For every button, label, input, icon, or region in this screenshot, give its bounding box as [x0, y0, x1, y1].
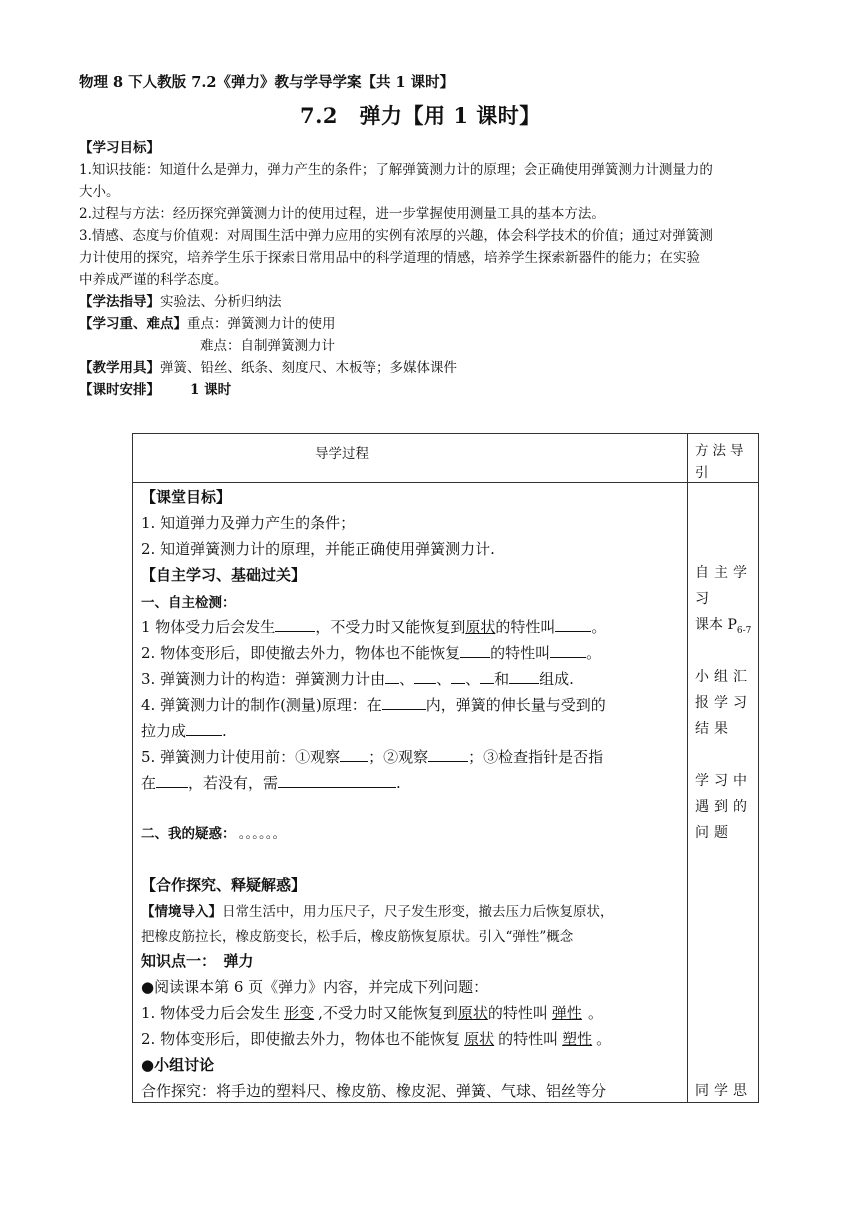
study-process-table [132, 433, 759, 1103]
a1-text-c: ,不受力时又能恢复到 [318, 1004, 458, 1022]
question-5-line-2 [141, 772, 401, 793]
objective-3-line-2: 力计使用的探究，培养学生乐于探索日常用品中的科学道理的情感，培养学生探索新器件的能力；在实验 [79, 250, 700, 266]
objective-3-line-1: 3.情感、态度与价值观：对周围生活中弹力应用的实例有浓厚的兴趣，体会科学技术的价值；通过对弹簧测 [79, 228, 713, 244]
q4-text-b: 内，弹簧的伸长量与受到的 [425, 696, 606, 714]
q2-blank-1[interactable] [460, 643, 490, 658]
objective-3-line-3: 中养成严谨的科学态度。 [79, 272, 228, 288]
question-2 [141, 642, 601, 663]
q3-blank-3[interactable] [451, 669, 465, 684]
a2-text-c: 的特性叫 [498, 1030, 559, 1048]
goal-2: 2. 知道弹簧测力计的原理，并能正确使用弹簧测力计. [141, 540, 495, 558]
q1-text-b: ，不受力时又能恢复到 [315, 618, 466, 636]
q4-blank-2[interactable] [186, 721, 222, 736]
self-check-label: 一、自主检测： [141, 595, 236, 611]
a2-text-a: 2. 物体变形后，即使撤去外力，物体也不能恢复 [141, 1030, 461, 1048]
intro-label: 【情境导入】 [141, 904, 222, 920]
q3-blank-4[interactable] [480, 669, 494, 684]
page-title: 7.2 弹力【用 1 课时】 [300, 103, 541, 128]
q4-text-a: 4. 弹簧测力计的制作(测量)原理：在 [141, 696, 382, 714]
a1-answer-deformation: 形变 [284, 1004, 315, 1022]
q5-text-b: ；②观察 [368, 748, 429, 766]
q1-blank-1[interactable] [275, 617, 315, 632]
q5-text-c: ；③检查指针是否指 [468, 748, 604, 766]
objective-1-line-2: 大小。 [79, 184, 120, 200]
side-textbook-ref [695, 612, 755, 644]
question-4-line-2 [141, 720, 227, 741]
group-discussion-label: ●小组讨论 [141, 1056, 215, 1074]
side-textbook-label: 课本 P [695, 617, 737, 633]
q3-text-a: 3. 弹簧测力计的构造：弹簧测力计由 [141, 670, 386, 688]
q5-text-d: 在 [141, 774, 157, 792]
doubts-label: 二、我的疑惑： [141, 826, 229, 842]
objectives-label: 【学习目标】 [79, 140, 160, 156]
key-points-label: 【学习重、难点】 [79, 316, 187, 332]
answer-1 [141, 1002, 603, 1023]
q3-sep-3: 、 [465, 670, 481, 688]
a1-answer-elasticity: 弹性 [551, 1004, 582, 1022]
q5-text-f: . [396, 774, 401, 792]
q3-text-end: 组成. [539, 670, 574, 688]
q2-text-b: 的特性叫 [490, 644, 551, 662]
document-heading: 物理 8 下人教版 7.2《弹力》教与学导学案【共 1 课时】 [79, 74, 455, 91]
intro-line-2: 把橡皮筋拉长，橡皮筋变长，松手后，橡皮筋恢复原状。引入“弹性”概念 [141, 929, 574, 945]
q5-text-a: 5. 弹簧测力计使用前：①观察 [141, 748, 341, 766]
a2-answer-plasticity: 塑性 [562, 1030, 593, 1048]
coop-label: 【合作探究、释疑解惑】 [141, 876, 307, 894]
column-divider [687, 434, 688, 1102]
header-divider [133, 482, 758, 483]
schedule-text: 1 课时 [190, 382, 232, 398]
answer-2 [141, 1028, 611, 1049]
side-textbook-pages: 6-7 [736, 625, 752, 636]
q5-blank-1[interactable] [340, 747, 368, 762]
question-4-line-1 [141, 694, 606, 715]
objective-1-line-1: 1.知识技能：知道什么是弹力，弹力产生的条件；了解弹簧测力计的原理；会正确使用弹簧测力计测量力的 [79, 162, 713, 178]
q1-underlined: 原状 [465, 618, 496, 636]
q5-blank-2[interactable] [428, 747, 468, 762]
coop-explore-line: 合作探究：将手边的塑料尺、橡皮筋、橡皮泥、弹簧、气球、铝丝等分 [141, 1082, 607, 1100]
a1-text-a: 1. 物体受力后会发生 [141, 1004, 281, 1022]
q1-text-d: 的特性叫 [495, 618, 556, 636]
q3-blank-5[interactable] [509, 669, 539, 684]
knowledge-point-1: 知识点一： 弹力 [141, 952, 254, 970]
q5-blank-4[interactable] [278, 773, 396, 788]
side-peer: 同学思 [695, 1083, 752, 1099]
q3-sep-2: 、 [436, 670, 452, 688]
q3-and: 和 [494, 670, 510, 688]
method-label: 【学法指导】 [79, 294, 160, 310]
q4-text-d: . [222, 722, 227, 740]
q3-blank-2[interactable] [414, 669, 436, 684]
q1-blank-2[interactable] [555, 617, 591, 632]
header-method-guide: 方法导引 [695, 443, 748, 481]
intro-text-1: 日常生活中，用力压尺子，尺子发生形变，撤去压力后恢复原状， [222, 904, 614, 920]
difficult-point-text: 难点：自制弹簧测力计 [200, 338, 335, 354]
intro-line-1 [141, 900, 614, 920]
q3-sep-1: 、 [399, 670, 415, 688]
goal-1: 1. 知道弹力及弹力产生的条件； [141, 514, 356, 532]
side-self-study: 自主学习 [695, 565, 752, 607]
tools-text: 弹簧、铅丝、纸条、刻度尺、木板等；多媒体课件 [160, 360, 457, 376]
q3-blank-1[interactable] [385, 669, 399, 684]
q2-text-c: 。 [586, 644, 602, 662]
read-instruction: ●阅读课本第 6 页《弹力》内容，并完成下列问题： [141, 978, 489, 996]
question-1 [141, 616, 606, 637]
q5-blank-3[interactable] [156, 773, 188, 788]
self-study-label: 【自主学习、基础过关】 [141, 566, 307, 584]
question-3 [141, 668, 574, 689]
q4-blank-1[interactable] [382, 695, 426, 710]
a1-text-e: 的特性叫 [487, 1004, 548, 1022]
tools-row [79, 357, 789, 379]
doubts-row [141, 822, 286, 842]
q4-text-c: 拉力成 [141, 722, 187, 740]
schedule-row [79, 379, 789, 401]
q2-text-a: 2. 物体变形后，即使撤去外力，物体也不能恢复 [141, 644, 461, 662]
method-row [79, 291, 789, 313]
objectives-section [79, 137, 789, 401]
q1-text-e: 。 [591, 618, 607, 636]
tools-label: 【教学用具】 [79, 360, 160, 376]
key-point-text: 重点：弹簧测力计的使用 [187, 316, 336, 332]
goals-label: 【课堂目标】 [141, 488, 232, 506]
a2-text-e: 。 [596, 1030, 612, 1048]
doubts-dots: 。。。。。。 [238, 826, 286, 842]
a1-underlined: 原状 [457, 1004, 488, 1022]
question-5-line-1 [141, 746, 603, 767]
q5-text-e: ，若没有，需 [188, 774, 279, 792]
objective-2: 2.过程与方法：经历探究弹簧测力计的使用过程，进一步掌握使用测量工具的基本方法。 [79, 206, 605, 222]
a2-answer-shape: 原状 [464, 1030, 495, 1048]
q1-text-a: 1 物体受力后会发生 [141, 618, 276, 636]
side-problems: 学习中遇到的问题 [695, 773, 752, 841]
header-process: 导学过程 [315, 446, 369, 462]
method-text: 实验法、分析归纳法 [160, 294, 282, 310]
q2-blank-2[interactable] [550, 643, 586, 658]
key-points-row [79, 313, 789, 335]
a1-text-g: 。 [587, 1004, 603, 1022]
schedule-label: 【课时安排】 [79, 382, 160, 398]
side-group-report: 小组汇报学习结果 [695, 669, 752, 737]
